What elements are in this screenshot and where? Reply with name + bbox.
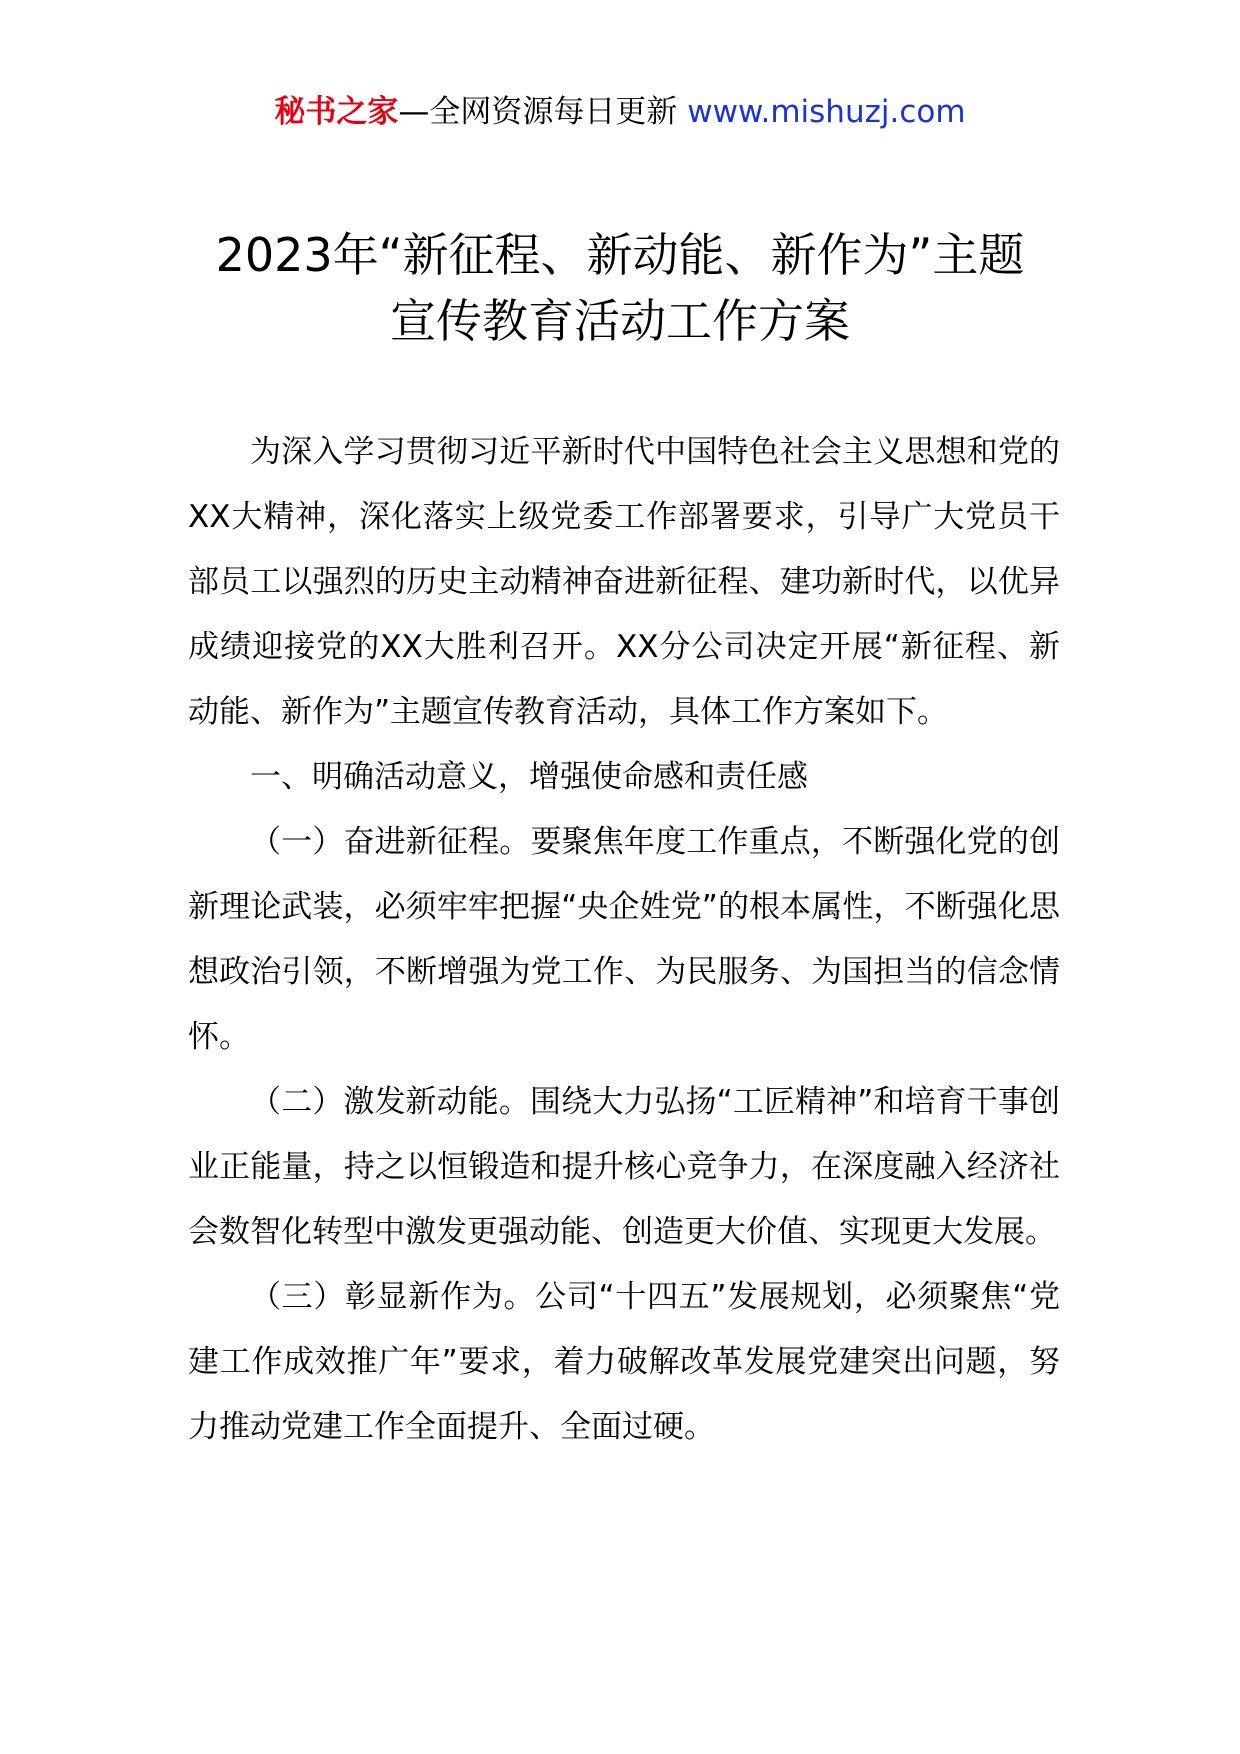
subsection-1-paragraph: （一）奋进新征程。要聚焦年度工作重点，不断强化党的创新理论武装，必须牢牢把握“央企姓党”的根本属性，不断强化思想政治引领，不断增强为党工作、为民服务、为国担当的信念情怀。: [188, 824, 1060, 1055]
title-line-1: 2023年“新征程、新动能、新作为”主题: [215, 228, 1025, 282]
site-url[interactable]: www.mishuzj.com: [677, 94, 966, 130]
subsection-2-paragraph: （二）激发新动能。围绕大力弘扬“工匠精神”和培育干事创业正能量，持之以恒锻造和提升核心竞争力，在深度融入经济社会数智化转型中激发更强动能、创造更大价值、实现更大发展。: [188, 1084, 1060, 1250]
brand-name: 秘书之家: [274, 94, 399, 130]
document-body: [188, 420, 1060, 1460]
site-header: [0, 92, 1240, 132]
title-line-2: 宣传教育活动工作方案: [390, 294, 850, 348]
intro-paragraph: 为深入学习贯彻习近平新时代中国特色社会主义思想和党的XX大精神，深化落实上级党委工作部署要求，引导广大党员干部员工以强烈的历史主动精神奋进新征程、建功新时代，以优异成绩迎接党的XX大胜利召开。XX分公司决定开展“新征程、新动能、新作为”主题宣传教育活动，具体工作方案如下。: [188, 434, 1060, 730]
subsection-3-paragraph: （三）彰显新作为。公司“十四五”发展规划，必须聚焦“党建工作成效推广年”要求，着力破解改革发展党建突出问题，努力推动党建工作全面提升、全面过硬。: [188, 1279, 1060, 1445]
section-heading-1: 一、明确活动意义，增强使命感和责任感: [250, 759, 808, 795]
header-slogan: —全网资源每日更新: [398, 94, 678, 130]
document-title: [0, 222, 1240, 354]
